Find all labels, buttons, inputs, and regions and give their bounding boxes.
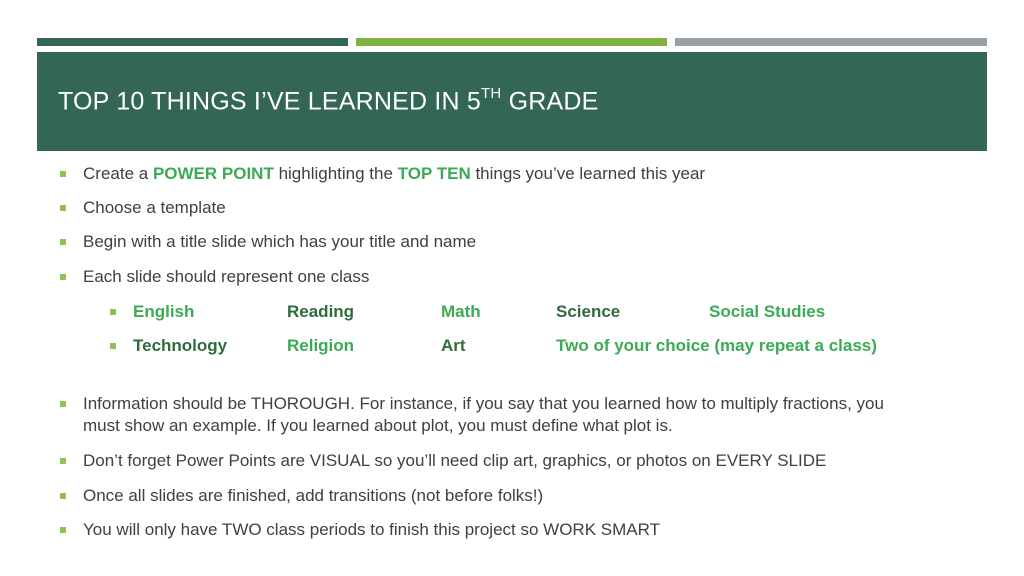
power-point-emphasis: POWER POINT bbox=[152, 164, 274, 183]
dark-green-bar bbox=[37, 38, 348, 46]
top-ten-emphasis: TOP TEN bbox=[397, 164, 471, 183]
bullet-square-icon bbox=[60, 458, 66, 464]
sub-bullet-square-icon bbox=[110, 309, 116, 315]
bullet-square-icon bbox=[60, 401, 66, 407]
bullet-square-icon bbox=[60, 274, 66, 280]
title-banner bbox=[37, 52, 987, 151]
class-social-studies: Social Studies bbox=[709, 302, 826, 321]
light-green-bar bbox=[356, 38, 667, 46]
bullet-item bbox=[58, 163, 983, 185]
bullet-item bbox=[58, 450, 983, 472]
bullet-text: highlighting the bbox=[273, 164, 398, 183]
bullet-square-icon bbox=[60, 493, 66, 499]
bullet-text: things you’ve learned this year bbox=[470, 164, 706, 183]
title-suffix: GRADE bbox=[501, 87, 599, 116]
class-art: Art bbox=[441, 336, 466, 355]
class-religion: Religion bbox=[287, 336, 355, 355]
bullet-text: Choose a template bbox=[83, 198, 226, 217]
class-technology: Technology bbox=[133, 336, 228, 355]
bullet-text: Don’t forget Power Points are VISUAL so you’ll need clip art, graphics, or photos on EVERY SLIDE bbox=[83, 451, 827, 470]
title-prefix: TOP 10 THINGS I’VE LEARNED IN 5 bbox=[58, 87, 482, 116]
class-english: English bbox=[133, 302, 195, 321]
bullet-text: Create a bbox=[83, 164, 153, 183]
class-science: Science bbox=[556, 302, 621, 321]
bullet-text: Information should be THOROUGH. For instance, if you say that you learned how to multiply fractions, you must show an example. If you learned about plot, you must define what plot is. bbox=[83, 394, 884, 435]
bullet-item bbox=[58, 485, 983, 507]
class-math: Math bbox=[441, 302, 481, 321]
bullet-text: You will only have TWO class periods to finish this project so WORK SMART bbox=[83, 520, 660, 539]
bullet-item bbox=[58, 519, 983, 541]
bullet-text: Each slide should represent one class bbox=[83, 267, 370, 286]
bullet-square-icon bbox=[60, 205, 66, 211]
slide-title bbox=[58, 84, 599, 116]
bullet-item bbox=[58, 266, 983, 288]
bullet-square-icon bbox=[60, 239, 66, 245]
decorative-top-bars bbox=[37, 38, 987, 46]
bullet-square-icon bbox=[60, 171, 66, 177]
bullet-item bbox=[58, 393, 913, 437]
bullet-item bbox=[58, 231, 983, 253]
bullet-item bbox=[58, 197, 983, 219]
class-reading: Reading bbox=[287, 302, 355, 321]
bullet-text: Once all slides are finished, add transitions (not before folks!) bbox=[83, 486, 544, 505]
bullet-square-icon bbox=[60, 527, 66, 533]
bullet-text: Begin with a title slide which has your title and name bbox=[83, 232, 477, 251]
class-two-of-your-choice: Two of your choice (may repeat a class) bbox=[556, 336, 877, 355]
title-superscript: TH bbox=[481, 84, 502, 102]
gray-bar bbox=[675, 38, 987, 46]
sub-bullet-square-icon bbox=[110, 343, 116, 349]
